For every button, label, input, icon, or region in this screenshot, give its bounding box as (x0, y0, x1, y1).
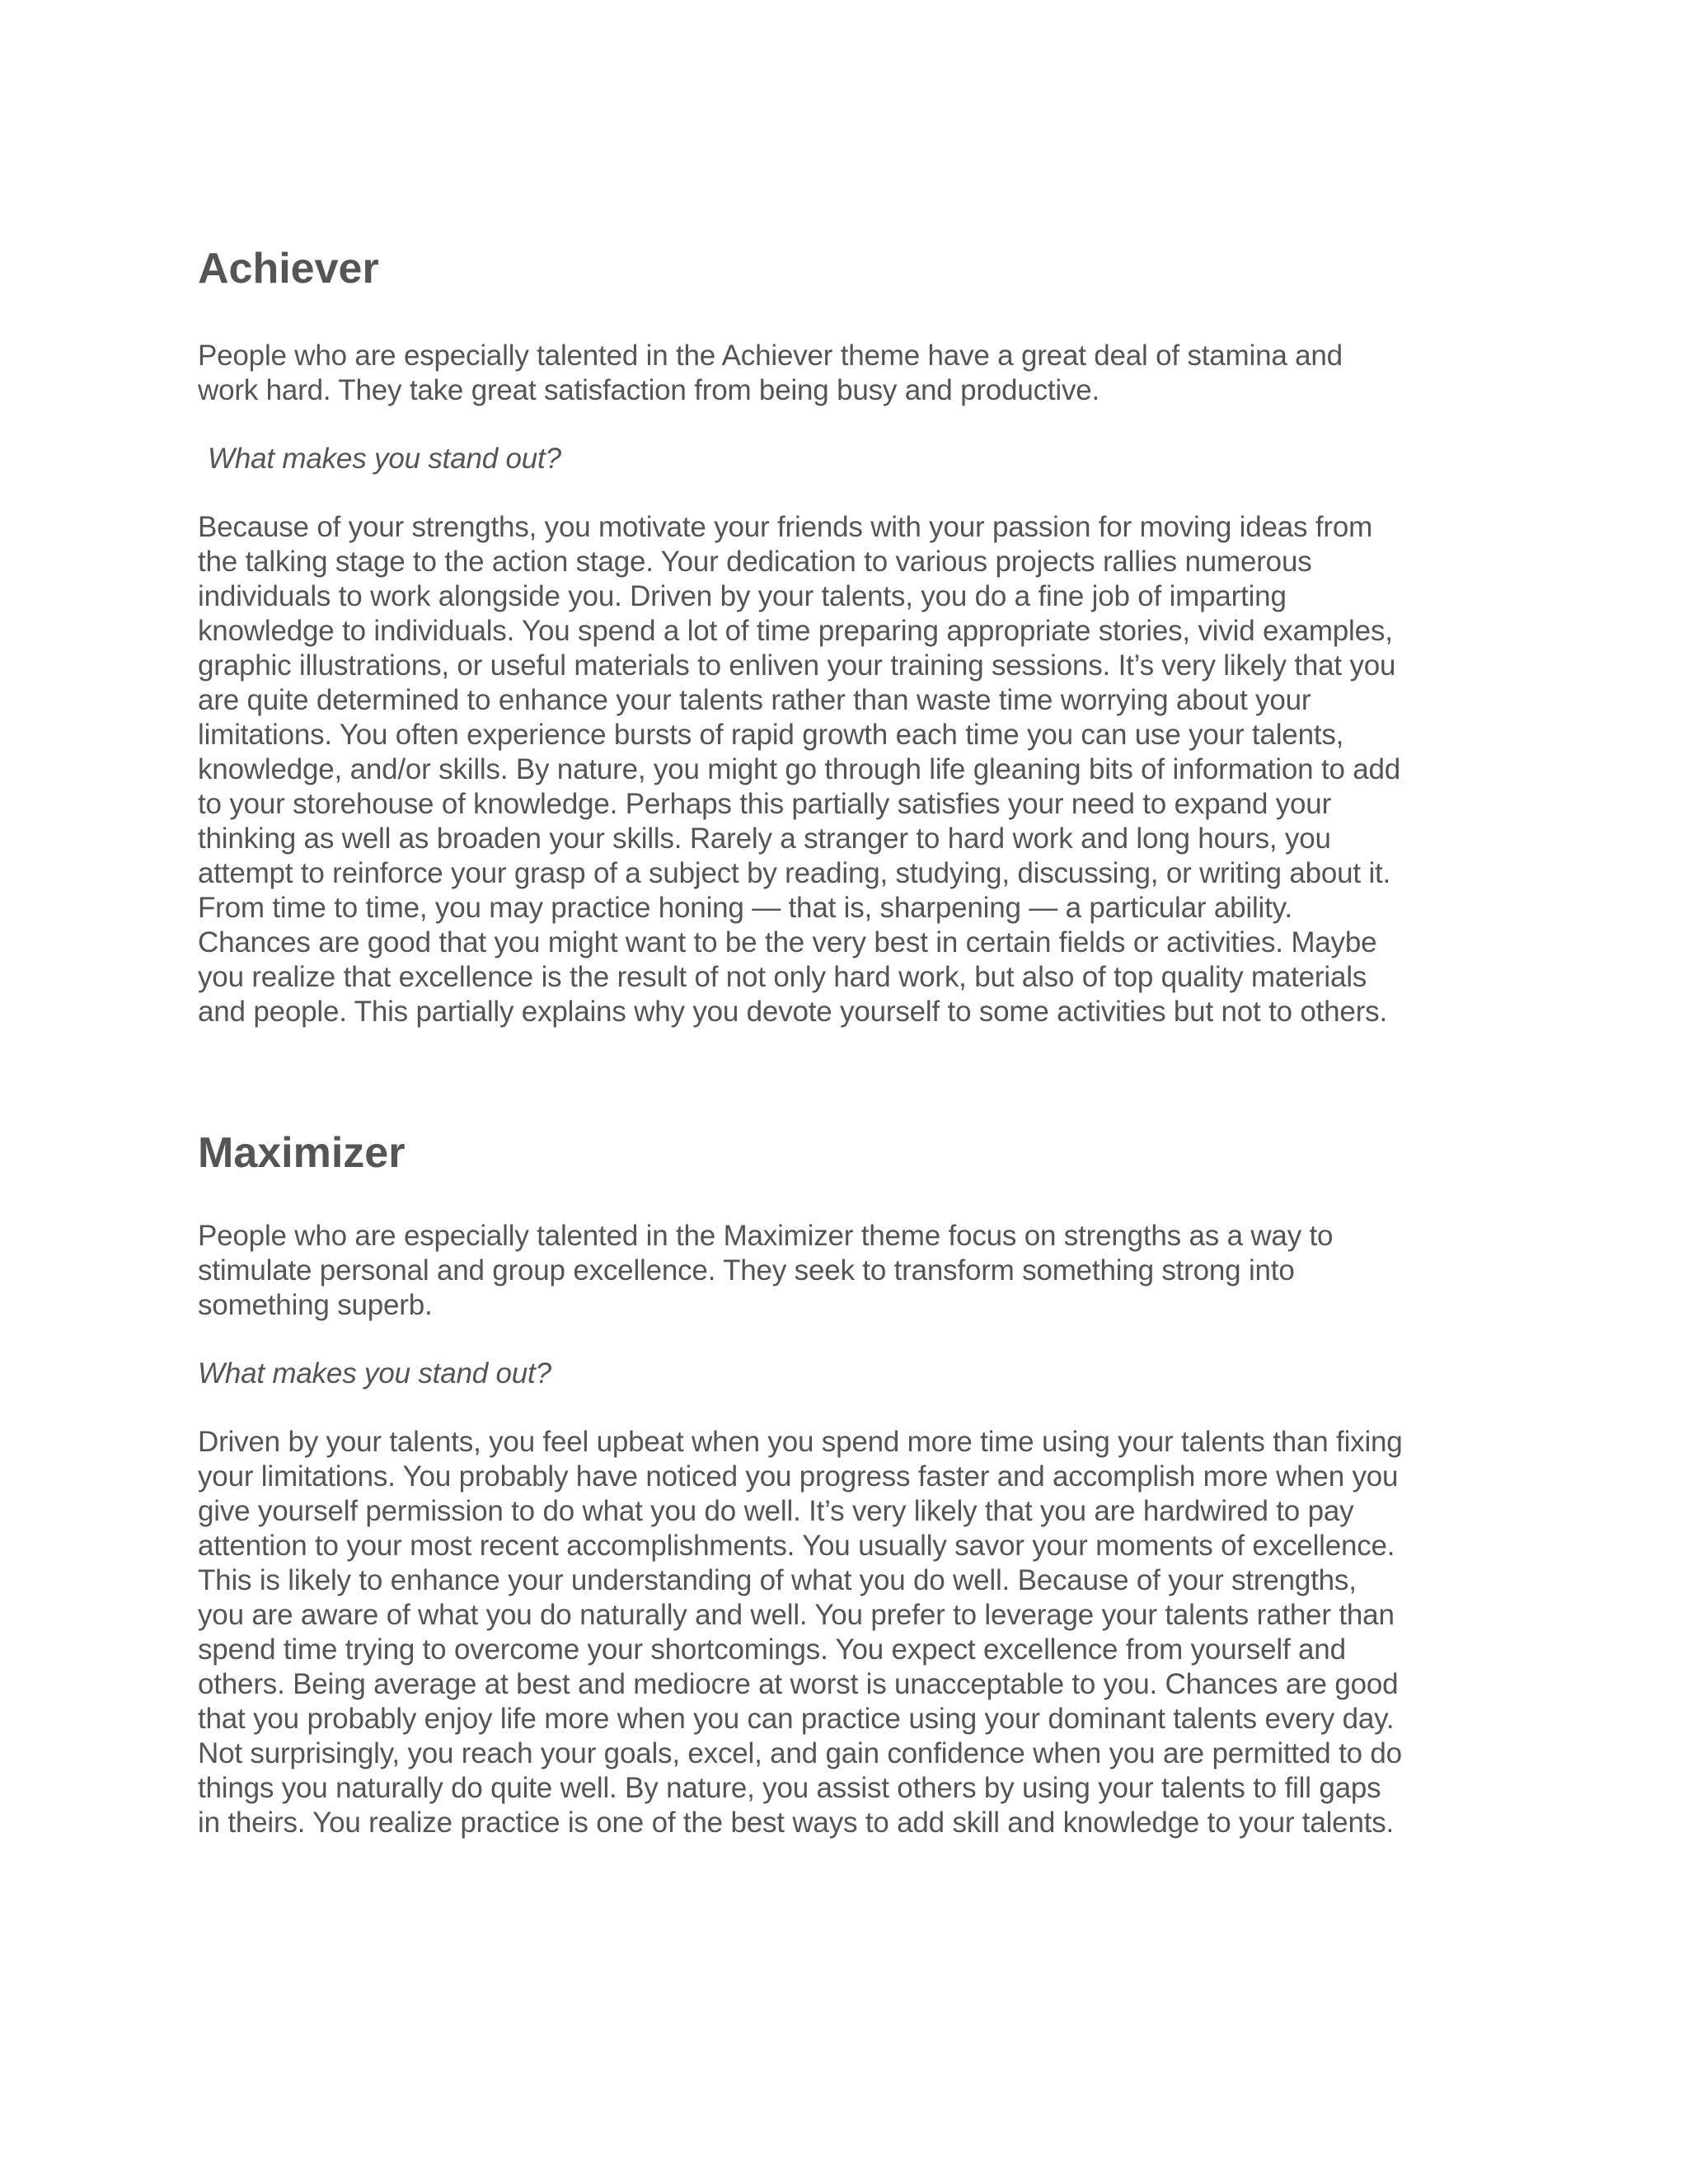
text-line: in theirs. You realize practice is one of the best ways to add skill and knowledge to your talents. (198, 1807, 1395, 1839)
text-line: others. Being average at best and mediocre at worst is unacceptable to you. Chances are good (198, 1668, 1399, 1700)
text-line: spend time trying to overcome your shortcomings. You expect excellence from yourself and (198, 1633, 1346, 1666)
text-line: give yourself permission to do what you do well. It’s very likely that you are hardwired to pay (198, 1495, 1354, 1527)
section-question (208, 442, 1493, 476)
text-line: From time to time, you may practice honing — that is, sharpening — a particular ability. (198, 892, 1292, 924)
text-line: Chances are good that you might want to be the very best in certain fields or activities. Maybe (198, 926, 1377, 958)
section-body (198, 510, 1484, 1029)
text-line: something superb. (198, 1289, 433, 1321)
text-line: People who are especially talented in the Maximizer theme focus on strengths as a way to (198, 1220, 1334, 1252)
text-line: the talking stage to the action stage. Your dedication to various projects rallies numerous (198, 546, 1312, 578)
text-line: that you probably enjoy life more when you can practice using your dominant talents every day. (198, 1703, 1395, 1735)
text-line: your limitations. You probably have noticed you progress faster and accomplish more when you (198, 1460, 1399, 1493)
section-achiever (198, 244, 1484, 293)
text-line: work hard. They take great satisfaction from being busy and productive. (198, 374, 1100, 406)
section-maximizer (198, 1128, 1484, 1178)
text-line: attempt to reinforce your grasp of a subject by reading, studying, discussing, or writing about it. (198, 857, 1391, 889)
section-intro (198, 339, 1484, 408)
intro-paragraph (198, 1219, 1484, 1323)
intro-paragraph (198, 339, 1484, 408)
section-title: Achiever (198, 245, 379, 293)
text-line: knowledge, and/or skills. By nature, you might go through life gleaning bits of information to add (198, 753, 1401, 785)
text-line: attention to your most recent accomplishments. You usually savor your moments of excellence. (198, 1530, 1395, 1562)
text-line: you realize that excellence is the result of not only hard work, but also of top quality materials (198, 961, 1367, 993)
subheading-question: What makes you stand out? (198, 1357, 551, 1390)
text-line: limitations. You often experience bursts of rapid growth each time you can use your talents, (198, 719, 1344, 751)
text-line: to your storehouse of knowledge. Perhaps this partially satisfies your need to expand your (198, 788, 1332, 820)
text-line: knowledge to individuals. You spend a lot of time preparing appropriate stories, vivid examples, (198, 615, 1393, 647)
text-line: stimulate personal and group excellence. They seek to transform something strong into (198, 1254, 1295, 1286)
section-question (198, 1357, 1484, 1391)
text-line: Because of your strengths, you motivate your friends with your passion for moving ideas from (198, 511, 1373, 543)
text-line: and people. This partially explains why you devote yourself to some activities but not to others. (198, 996, 1387, 1028)
text-line: Driven by your talents, you feel upbeat when you spend more time using your talents than fixing (198, 1426, 1403, 1458)
text-line: thinking as well as broaden your skills. Rarely a stranger to hard work and long hours, you (198, 823, 1331, 855)
section-intro (198, 1219, 1484, 1323)
text-line: People who are especially talented in the Achiever theme have a great deal of stamina and (198, 340, 1343, 372)
text-line: you are aware of what you do naturally and well. You prefer to leverage your talents rather than (198, 1599, 1395, 1631)
text-line: are quite determined to enhance your talents rather than waste time worrying about your (198, 684, 1311, 716)
text-line: Not surprisingly, you reach your goals, excel, and gain confidence when you are permitted to do (198, 1737, 1402, 1769)
body-paragraph (198, 1425, 1484, 1840)
section-title: Maximizer (198, 1129, 406, 1177)
text-line: graphic illustrations, or useful materials to enliven your training sessions. It’s very likely that you (198, 649, 1396, 682)
subheading-question: What makes you stand out? (208, 443, 561, 475)
body-paragraph (198, 510, 1484, 1029)
text-line: individuals to work alongside you. Driven by your talents, you do a fine job of imparting (198, 580, 1287, 612)
section-body (198, 1425, 1484, 1840)
text-line: things you naturally do quite well. By nature, you assist others by using your talents to fill gaps (198, 1772, 1381, 1804)
text-line: This is likely to enhance your understanding of what you do well. Because of your strengths, (198, 1564, 1357, 1596)
